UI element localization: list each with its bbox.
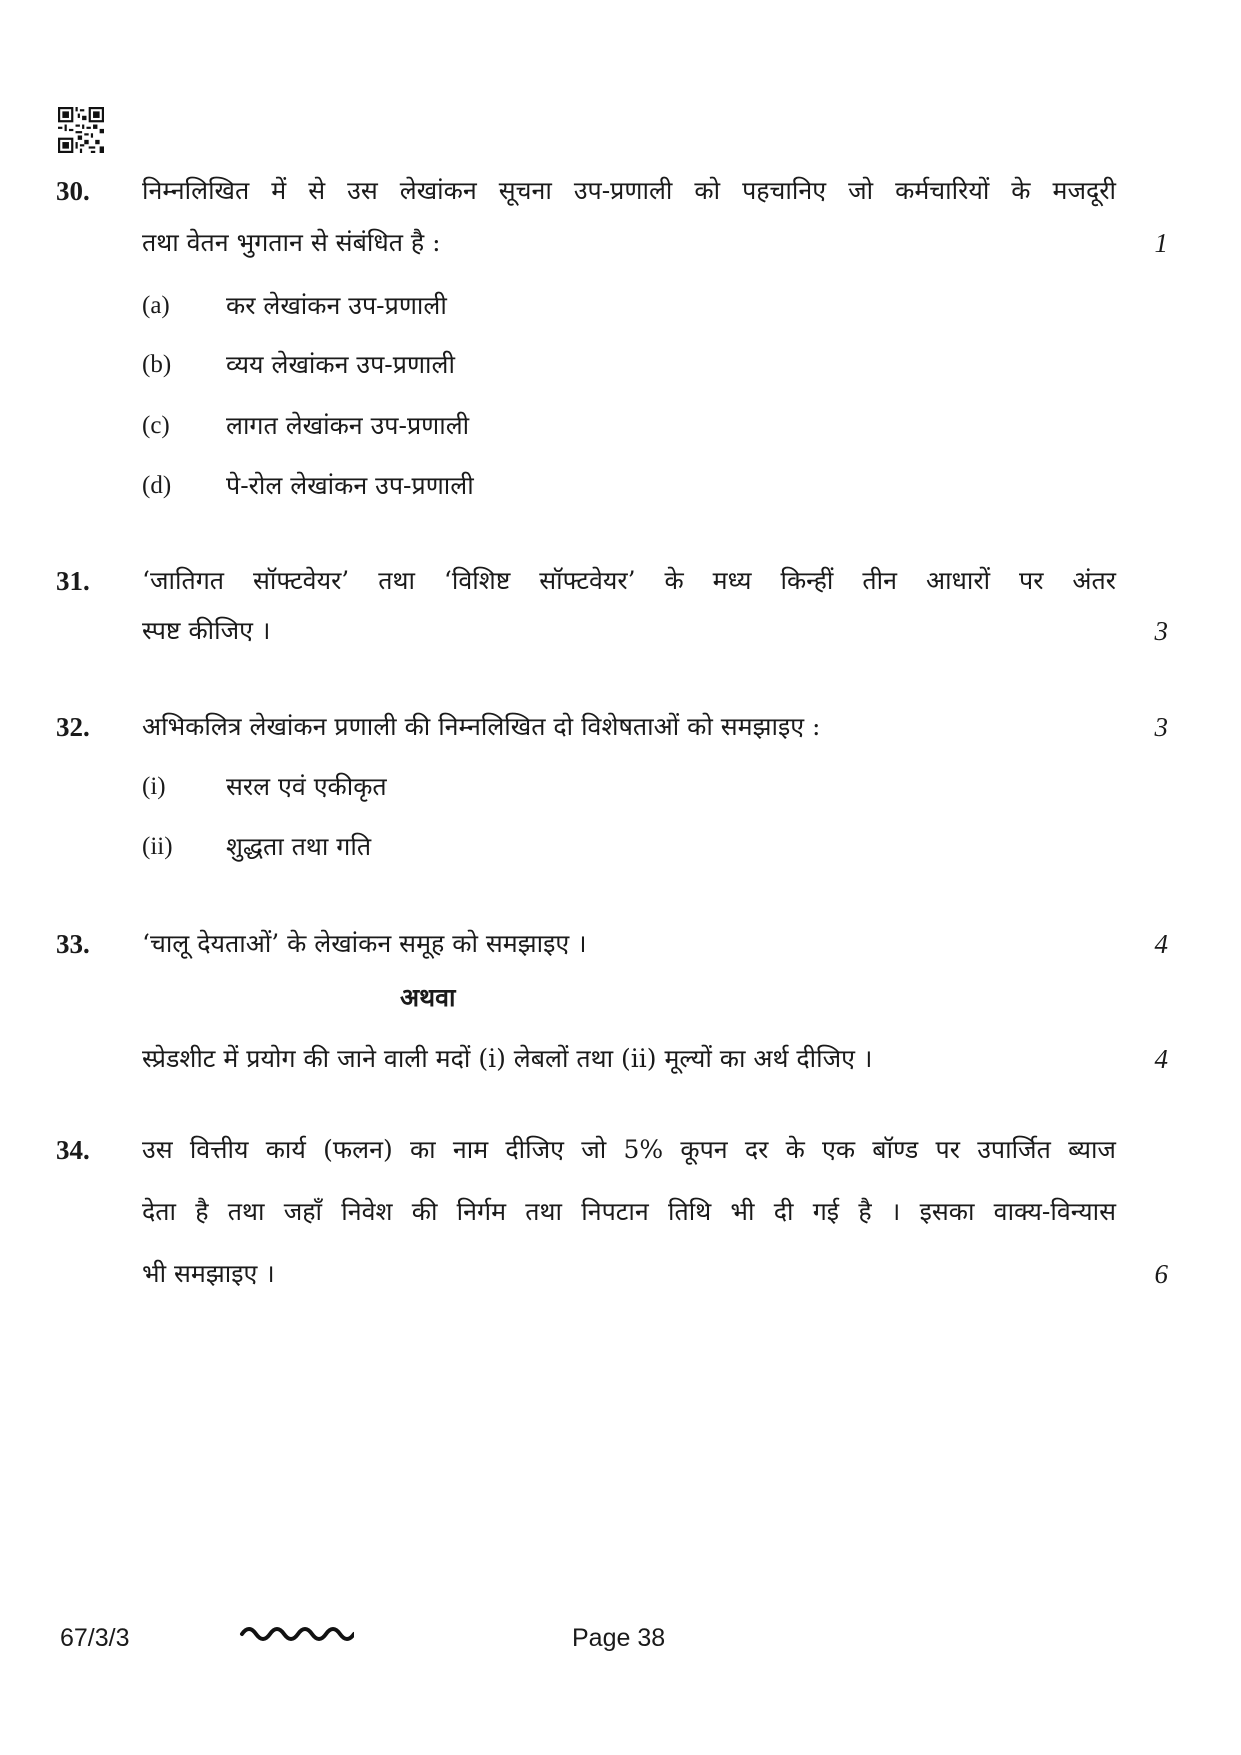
tilde-ornament-icon	[238, 1616, 354, 1646]
question-text-alternative: स्प्रेडशीट में प्रयोग की जाने वाली मदों (i) लेबलों तथा (ii) मूल्यों का अर्थ दीजिए ।	[142, 1044, 873, 1073]
option-label: (ii)	[142, 833, 173, 860]
paper-code: 67/3/3	[60, 1624, 130, 1652]
option-text: पे-रोल लेखांकन उप-प्रणाली	[226, 471, 474, 500]
question-text: ‘चालू देयताओं’ के लेखांकन समूह को समझाइए ।	[142, 929, 587, 958]
question-text: निम्नलिखित में से उस लेखांकन सूचना उप-प्रणाली को पहचानिए जो कर्मचारियों के मजदूरी	[142, 176, 1116, 205]
option-text: शुद्धता तथा गति	[226, 832, 372, 861]
question-marks: 6	[1154, 1259, 1168, 1289]
question-text: अभिकलित्र लेखांकन प्रणाली की निम्नलिखित दो विशेषताओं को समझाइए :	[142, 712, 821, 741]
option-text: व्यय लेखांकन उप-प्रणाली	[226, 350, 455, 379]
question-number: 33.	[56, 929, 90, 959]
question-text: उस वित्तीय कार्य (फलन) का नाम दीजिए जो 5% कूपन दर के एक बॉण्ड पर उपार्जित ब्याज	[142, 1135, 1116, 1164]
option-text: कर लेखांकन उप-प्रणाली	[226, 291, 447, 320]
question-number: 31.	[56, 566, 90, 596]
option-label: (a)	[142, 292, 170, 319]
question-text: तथा वेतन भुगतान से संबंधित है :	[142, 228, 441, 257]
question-text: स्पष्ट कीजिए ।	[142, 616, 271, 645]
question-marks: 4	[1154, 929, 1168, 959]
option-label: (i)	[142, 773, 166, 800]
question-marks: 1	[1154, 228, 1168, 258]
option-label: (b)	[142, 351, 172, 378]
question-marks: 3	[1154, 616, 1168, 646]
qr-code-icon	[58, 107, 104, 153]
question-text: ‘जातिगत सॉफ्टवेयर’ तथा ‘विशिष्ट सॉफ्टवेयर’ के मध्य किन्हीं तीन आधारों पर अंतर	[142, 566, 1116, 595]
question-marks: 3	[1154, 712, 1168, 742]
option-label: (c)	[142, 412, 170, 439]
question-number: 30.	[56, 176, 90, 206]
question-text: देता है तथा जहाँ निवेश की निर्गम तथा निपटान तिथि भी दी गई है । इसका वाक्य-विन्यास	[142, 1197, 1116, 1226]
or-label: अथवा	[400, 983, 456, 1012]
option-label: (d)	[142, 472, 172, 499]
question-number: 34.	[56, 1135, 90, 1165]
page-number: Page 38	[572, 1624, 666, 1652]
question-text: भी समझाइए ।	[142, 1259, 275, 1288]
question-number: 32.	[56, 712, 90, 742]
option-text: सरल एवं एकीकृत	[226, 772, 387, 801]
question-marks: 4	[1154, 1044, 1168, 1074]
option-text: लागत लेखांकन उप-प्रणाली	[226, 411, 470, 440]
